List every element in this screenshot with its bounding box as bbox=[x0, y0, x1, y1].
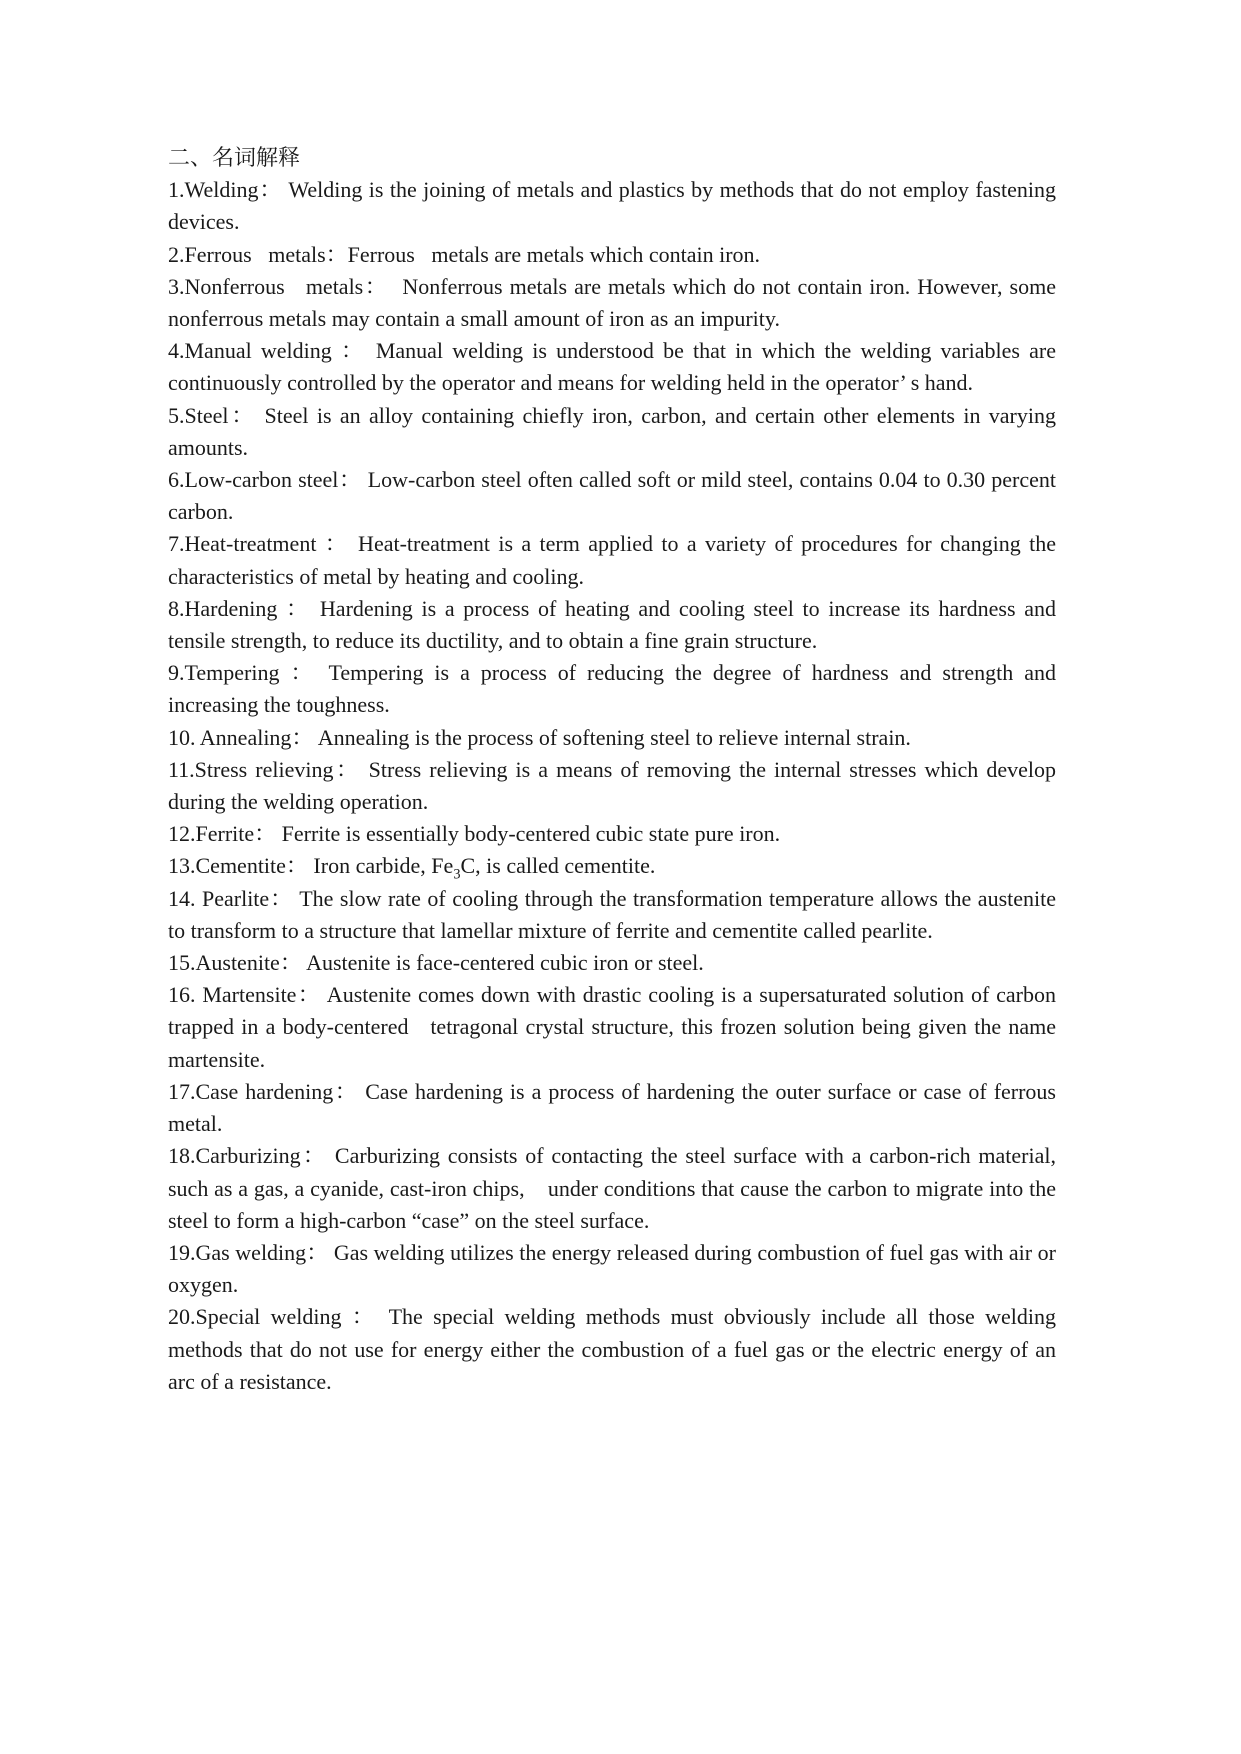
definition-item-18: 18.Carburizing： Carburizing consists of contacting the steel surface with a carbon-rich material, such as a gas, a cyanide, cast-iron chips, under conditions that cause the carbon to migrate into the steel to form a high-carbon “case” on the steel surface. bbox=[168, 1143, 1062, 1233]
document-page bbox=[168, 142, 1062, 1398]
definition-text-pre: 13.Cementite： Iron carbide, Fe bbox=[168, 853, 454, 879]
definition-item-6: 6.Low-carbon steel： Low-carbon steel often called soft or mild steel, contains 0.04 to 0.30 percent carbon. bbox=[168, 467, 1062, 525]
definition-item-20: 20.Special welding ： The special welding methods must obviously include all those welding methods that do not use for energy either the combustion of a fuel gas or the electric energy of an arc of a resistance. bbox=[168, 1304, 1062, 1394]
definition-item-9: 9.Tempering ： Tempering is a process of reducing the degree of hardness and strength and increasing the toughness. bbox=[168, 660, 1062, 718]
definition-item-2: 2.Ferrous metals：Ferrous metals are metals which contain iron. bbox=[168, 241, 761, 267]
definition-item-8: 8.Hardening ： Hardening is a process of heating and cooling steel to increase its hardness and tensile strength, to reduce its ductility, and to obtain a fine grain structure. bbox=[168, 595, 1062, 654]
definition-item-17: 17.Case hardening： Case hardening is a process of hardening the outer surface or case of ferrous metal. bbox=[168, 1078, 1062, 1137]
definition-item-12: 12.Ferrite： Ferrite is essentially body-centered cubic state pure iron. bbox=[168, 821, 781, 847]
definition-item-14: 14. Pearlite： The slow rate of cooling through the transformation temperature allows the austenite to transform to a structure that lamellar mixture of ferrite and cementite called pearlite. bbox=[168, 885, 1062, 943]
definition-item-4: 4.Manual welding ： Manual welding is understood be that in which the welding variables are continuously controlled by the operator and means for welding held in the operator’ s hand. bbox=[168, 338, 1062, 396]
definition-item-7: 7.Heat-treatment ： Heat-treatment is a term applied to a variety of procedures for changing the characteristics of metal by heating and cooling. bbox=[168, 531, 1062, 589]
definition-item-13 bbox=[168, 850, 1056, 882]
definition-item-19: 19.Gas welding： Gas welding utilizes the energy released during combustion of fuel gas with air or oxygen. bbox=[168, 1239, 1062, 1298]
definition-text-post: C, is called cementite. bbox=[460, 853, 656, 879]
definition-item-15: 15.Austenite： Austenite is face-centered cubic iron or steel. bbox=[168, 950, 704, 976]
definition-item-1: 1.Welding： Welding is the joining of metals and plastics by methods that do not employ fastening devices. bbox=[168, 177, 1062, 235]
definition-item-3: 3.Nonferrous metals： Nonferrous metals are metals which do not contain iron. However, some nonferrous metals may contain a small amount of iron as an impurity. bbox=[168, 273, 1062, 332]
definition-item-11: 11.Stress relieving： Stress relieving is a means of removing the internal stresses which develop during the welding operation. bbox=[168, 756, 1062, 815]
section-heading: 二、名词解释 bbox=[168, 145, 301, 170]
chemical-subscript: 3 bbox=[453, 866, 461, 883]
definition-item-16: 16. Martensite： Austenite comes down with drastic cooling is a supersaturated solution of carbon trapped in a body-centered tetragonal crystal structure, this frozen solution being given the name martensite. bbox=[168, 982, 1062, 1072]
definition-item-10: 10. Annealing： Annealing is the process of softening steel to relieve internal strain. bbox=[168, 724, 911, 750]
definition-item-5: 5.Steel： Steel is an alloy containing chiefly iron, carbon, and certain other elements in varying amounts. bbox=[168, 402, 1062, 460]
